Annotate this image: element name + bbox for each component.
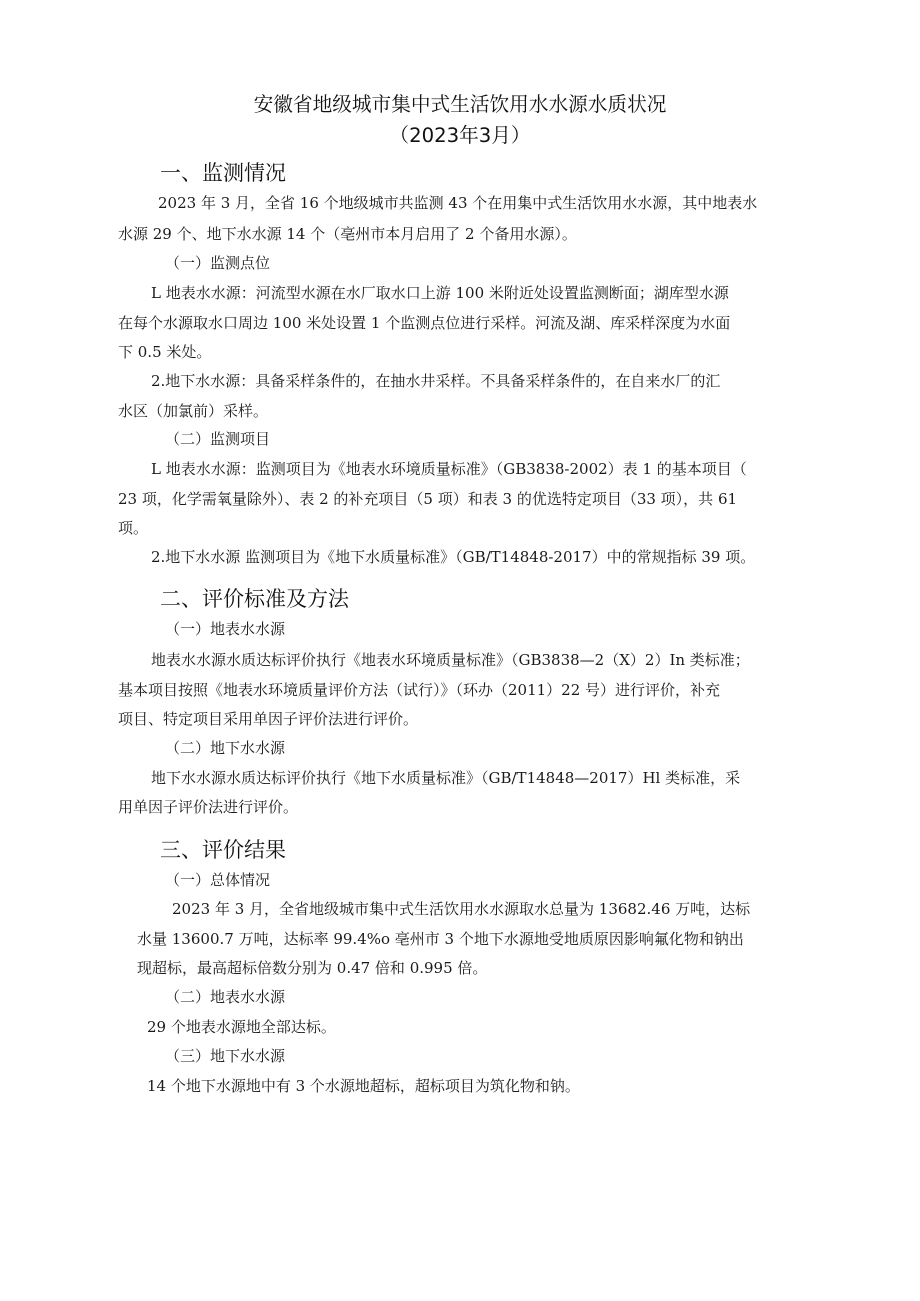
paragraph-line: 用单因子评价法进行评价。	[118, 798, 299, 816]
section-heading-results: 三、评价结果	[160, 838, 286, 862]
subsection-heading-overall: （一）总体情况	[165, 871, 271, 889]
paragraph-line: 在每个水源取水口周边 100 米处设置 1 个监测点位进行采样。河流及湖、库采样深度为水面	[118, 314, 731, 332]
paragraph-line: 地表水水源水质达标评价执行《地表水环境质量标准》（GB3838—2（X）2）In 类标准；	[151, 651, 750, 669]
paragraph-line: 项。	[118, 519, 149, 537]
paragraph-line: 地下水水源水质达标评价执行《地下水质量标准》（GB/T14848—2017）Hl 类标准，采	[151, 769, 741, 787]
paragraph-line: 2.地下水水源：具备采样条件的，在抽水井采样。不具备采样条件的，在自来水厂的汇	[151, 372, 721, 390]
section-heading-standards: 二、评价标准及方法	[160, 587, 349, 611]
subsection-heading-ground: （二）地下水水源	[165, 739, 286, 757]
paragraph-line: 水区（加氯前）采样。	[118, 402, 269, 420]
paragraph-line: 基本项目按照《地表水环境质量评价方法（试行）》（环办（2011）22 号）进行评价，补充	[118, 681, 721, 699]
subsection-heading-surface-result: （二）地表水水源	[165, 988, 286, 1006]
paragraph-line: 项目、特定项目采用单因子评价法进行评价。	[118, 710, 419, 728]
paragraph-line: 下 0.5 米处。	[118, 343, 212, 361]
paragraph-line: 现超标，最高超标倍数分别为 0.47 倍和 0.995 倍。	[137, 959, 488, 977]
paragraph-line: 水量 13600.7 万吨，达标率 99.4%o 亳州市 3 个地下水源地受地质原因影响氟化物和钠出	[137, 930, 744, 948]
document-title: 安徽省地级城市集中式生活饮用水水源水质状况	[253, 93, 667, 116]
subsection-heading-surface: （一）地表水水源	[165, 620, 286, 638]
paragraph-line: 2.地下水水源 监测项目为《地下水质量标准》（GB/T14848-2017）中的常规指标 39 项。	[151, 548, 756, 566]
document-subtitle: （2023年3月）	[389, 124, 531, 147]
subsection-heading-ground-result: （三）地下水水源	[165, 1047, 286, 1065]
section-heading-monitoring: 一、监测情况	[160, 161, 286, 185]
paragraph-line: 2023 年 3 月，全省 16 个地级城市共监测 43 个在用集中式生活饮用水水源，其中地表水	[158, 194, 758, 212]
paragraph-line: L 地表水水源：监测项目为《地表水环境质量标准》（GB3838-2002）表 1 的基本项目（	[151, 460, 747, 478]
paragraph-line: 2023 年 3 月，全省地级城市集中式生活饮用水水源取水总量为 13682.46 万吨，达标	[172, 900, 751, 918]
paragraph-line: 水源 29 个、地下水水源 14 个（亳州市本月启用了 2 个备用水源）。	[118, 225, 577, 243]
paragraph-line: 29 个地表水源地全部达标。	[147, 1018, 336, 1036]
subsection-heading-items: （二）监测项目	[165, 430, 271, 448]
paragraph-line: 14 个地下水源地中有 3 个水源地超标，超标项目为筑化物和钠。	[147, 1077, 580, 1095]
paragraph-line: 23 项，化学需氧量除外）、表 2 的补充项目（5 项）和表 3 的优选特定项目（33 项），共 61	[118, 490, 738, 508]
subsection-heading-points: （一）监测点位	[165, 254, 271, 272]
paragraph-line: L 地表水水源：河流型水源在水厂取水口上游 100 米附近处设置监测断面；湖库型水源	[151, 284, 729, 302]
